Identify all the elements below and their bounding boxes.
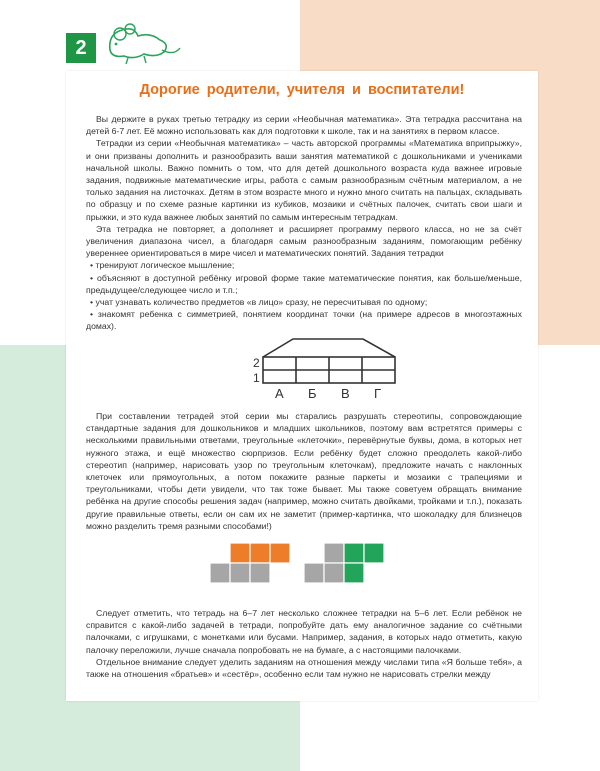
house-figure xyxy=(251,335,401,401)
paragraph: Отдельное внимание следует уделить заданиям на отношения между числами типа «Я больше тебя», а также на отношения «братьев» и «сестёр», особенно если там нужно не нарисовать стрелки между xyxy=(86,656,522,680)
paragraph: Вы держите в руках третью тетрадку из серии «Необычная математика». Эта тетрадка рассчитана на детей 6-7 лет. Её можно использовать как для подготовки к школе, так и на занятиях в первом классе. xyxy=(86,114,522,137)
content-card xyxy=(66,71,538,701)
bullet-item: • учат узнавать количество предметов «в лицо» сразу, не пересчитывая по одному; xyxy=(86,296,522,308)
intro-section xyxy=(86,113,522,333)
mouse-mascot-icon xyxy=(104,20,184,66)
bullet-item: • объясняют в доступной ребёнку игровой форме такие математические понятия, как больше/меньше, предыдущее/следующее число и т.п.; xyxy=(86,272,522,296)
chocolate-figure xyxy=(206,541,396,587)
floor-label: 1 xyxy=(253,371,260,385)
entrance-label: В xyxy=(341,386,350,401)
page-title: Дорогие родители, учителя и воспитатели! xyxy=(139,82,465,98)
paragraph: Тетрадки из серии «Необычная математика» – часть авторской программы «Математика вприпрыжку», и они призваны дополнить и разнообразить ваши занятия математикой с дошкольниками и учениками начальной школы. Важно помнить о том, что для детей дошкольного возраста куда важнее игровые задания, подвижные математические игры, работа с самым разнообразным счётным материалом, а не только задания на листочках. Детям в этом возрасте много и нужно много считать на пальцах, складывать по образцу и по схеме разные картинки из кубиков, мозаики и счётных палочек, считать свои шаги и прыжки, и это куда важнее любых занятий по самым интересным тетрадкам. xyxy=(86,138,522,222)
bullet-item: • знакомят ребенка с симметрией, понятием координат точки (на примере адресов в многоэтажных домах). xyxy=(86,308,522,332)
middle-section xyxy=(86,410,522,532)
paragraph: При составлении тетрадей этой серии мы старались разрушать стереотипы, сопровождающие стандартные задания для дошкольников и младших школьников, поэтому вам встретятся примеры с несколькими правильными ответами, треугольные «клеточки», перевёрнутые буквы, дома, в которых нет нужного этажа, и ещё множество сюрпризов. Если ребёнку будет сложно преодолеть какой-либо стереотип (например, нарисовать узор по треугольным клеточкам), предложите начать с наклонных клеточек или прямоугольных, а потом покажите разные паркеты и мозаики с трапециями и треугольниками, чтобы дети увидели, что так тоже бывает. Мы также советуем обращать внимание ребёнка на другие способы решения задач (например, можно считать двойками, тройками и т.п.), показать другие правильные ответы, если он сам их не заметит (пример-картинка, что шоколадку для близнецов можно разделить тремя разными способами!) xyxy=(86,411,522,531)
bullet-item: • тренируют логическое мышление; xyxy=(86,259,522,271)
closing-section xyxy=(86,607,522,680)
page-number: 2 xyxy=(66,33,96,63)
paragraph: Эта тетрадка не повторяет, а дополняет и расширяет программу первого класса, но не за счёт увеличения диапазона чисел, а благодаря самым разнообразным заданиям, помогающим ребёнку увереннее ориентироваться в мире чисел и математических понятий. Задания тетрадки xyxy=(86,223,522,259)
floor-label: 2 xyxy=(253,356,260,370)
entrance-label: Г xyxy=(374,386,382,401)
entrance-label: А xyxy=(275,386,284,401)
paragraph: Следует отметить, что тетрадь на 6–7 лет несколько сложнее тетрадки на 5–6 лет. Если ребёнок не справится с какой-либо задачей в тетради, попробуйте дать ему аналогичное задание со счётными палочками, с игрушками, с монетками или бусами. Например, задания, в которых надо отметить, какую палочку переложили, лучше сначала попробовать не на бумаге, а с настоящими палочками. xyxy=(86,608,522,655)
entrance-label: Б xyxy=(308,386,317,401)
